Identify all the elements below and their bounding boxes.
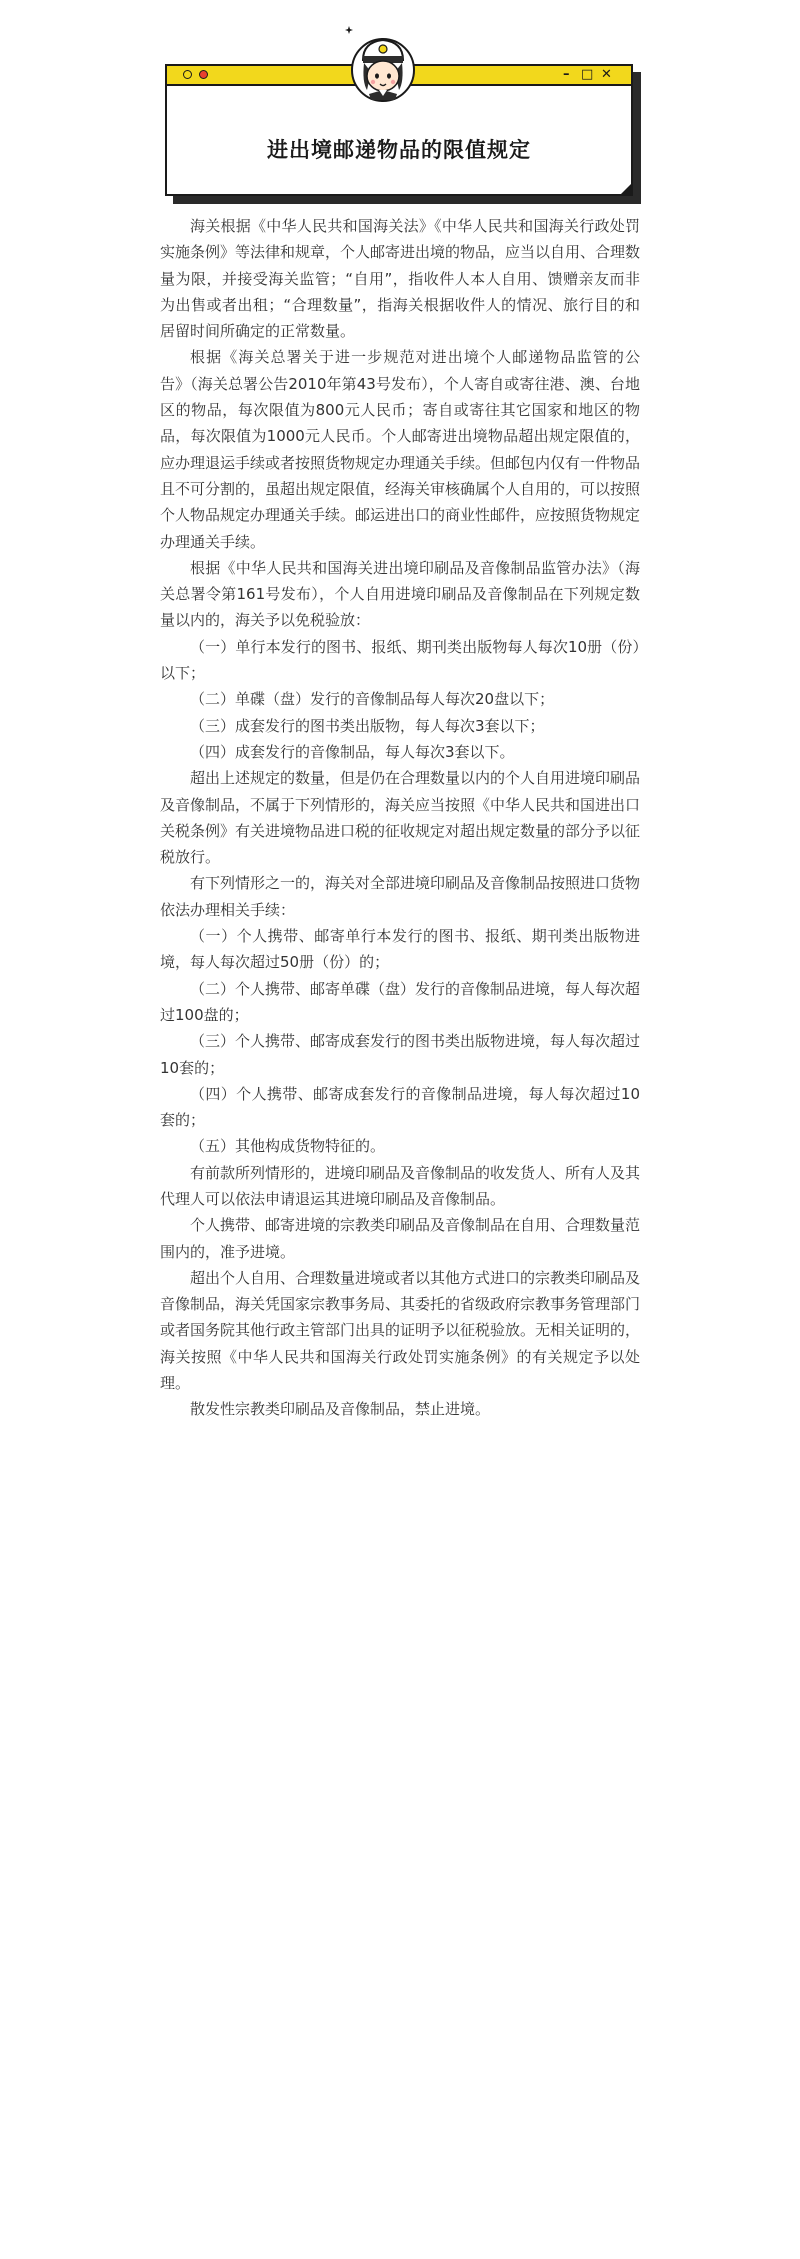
list-item: （四）个人携带、邮寄成套发行的音像制品进境，每人每次超过10套的； (160, 1084, 640, 1130)
customs-officer-mascot-icon (349, 32, 417, 104)
header-banner (0, 0, 800, 215)
red-dot-icon (199, 70, 208, 79)
yellow-dot-icon (183, 70, 192, 79)
list-item: （五）其他构成货物特征的。 (190, 1137, 386, 1156)
list-item: （三）成套发行的图书类出版物，每人每次3套以下； (190, 716, 545, 735)
paragraph: 根据《海关总署关于进一步规范对进出境个人邮递物品监管的公告》（海关总署公告2010年第43号发布），个人寄自或寄往港、澳、台地区的物品，每次限值为800元人民币；寄自或寄往其它国家和地区的物品，每次限值为1000元人民币。个人邮寄进出境物品超出规定限值的，应办理退运手续或者按照货物规定办理通关手续。但邮包内仅有一件物品且不可分割的，虽超出规定限值，经海关审核确属个人自用的，可以按照个人物品规定办理通关手续。邮运进出口的商业性邮件，应按照货物规定办理通关手续。 (160, 348, 641, 551)
list-item: （二）个人携带、邮寄单碟（盘）发行的音像制品进境，每人每次超过100盘的； (160, 979, 641, 1024)
paragraph: 有前款所列情形的，进境印刷品及音像制品的收发货人、所有人及其代理人可以依法申请退运其进境印刷品及音像制品。 (160, 1163, 641, 1208)
list-item: （一）个人携带、邮寄单行本发行的图书、报纸、期刊类出版物进境，每人每次超过50册（份）的； (160, 927, 640, 972)
list-item: （三）个人携带、邮寄成套发行的图书类出版物进境，每人每次超过10套的； (160, 1032, 641, 1077)
paragraph: 海关根据《中华人民共和国海关法》《中华人民共和国海关行政处罚实施条例》等法律和规章，个人邮寄进出境的物品，应当以自用、合理数量为限，并接受海关监管；“自用”，指收件人本人自用、馈赠亲友而非为出售或者出租；“合理数量”，指海关根据收件人的情况、旅行目的和居留时间所确定的正常数量。 (160, 217, 641, 341)
maximize-icon: □ (581, 67, 594, 82)
close-icon: ✕ (601, 67, 612, 82)
paragraph: 个人携带、邮寄进境的宗教类印刷品及音像制品在自用、合理数量范围内的，准予进境。 (160, 1216, 641, 1261)
list-item: （一）单行本发行的图书、报纸、期刊类出版物每人每次10册（份）以下； (160, 637, 640, 683)
minimize-icon: – (563, 67, 570, 82)
paragraph: 根据《中华人民共和国海关进出境印刷品及音像制品监管办法》（海关总署令第161号发布），个人自用进境印刷品及音像制品在下列规定数量以内的，海关予以免税验放： (160, 558, 640, 630)
paragraph: 超出上述规定的数量，但是仍在合理数量以内的个人自用进境印刷品及音像制品，不属于下列情形的，海关应当按照《中华人民共和国进出口关税条例》有关进境物品进口税的征收规定对超出规定数量的部分予以征税放行。 (160, 769, 641, 867)
article-body (160, 213, 640, 1423)
list-item: （二）单碟（盘）发行的音像制品每人每次20盘以下； (190, 690, 555, 709)
paragraph: 超出个人自用、合理数量进境或者以其他方式进口的宗教类印刷品及音像制品，海关凭国家宗教事务局、其委托的省级政府宗教事务管理部门或者国务院其他行政主管部门出具的证明予以征税验放。无相关证明的，海关按照《中华人民共和国海关行政处罚实施条例》的有关规定予以处理。 (160, 1268, 641, 1393)
paragraph: 有下列情形之一的，海关对全部进境印刷品及音像制品按照进口货物依法办理相关手续： (160, 874, 641, 919)
corner-fold (619, 182, 633, 196)
paragraph: 散发性宗教类印刷品及音像制品，禁止进境。 (190, 1400, 491, 1419)
page-title: 进出境邮递物品的限值规定 (267, 137, 531, 162)
list-item: （四）成套发行的音像制品，每人每次3套以下。 (190, 742, 515, 761)
